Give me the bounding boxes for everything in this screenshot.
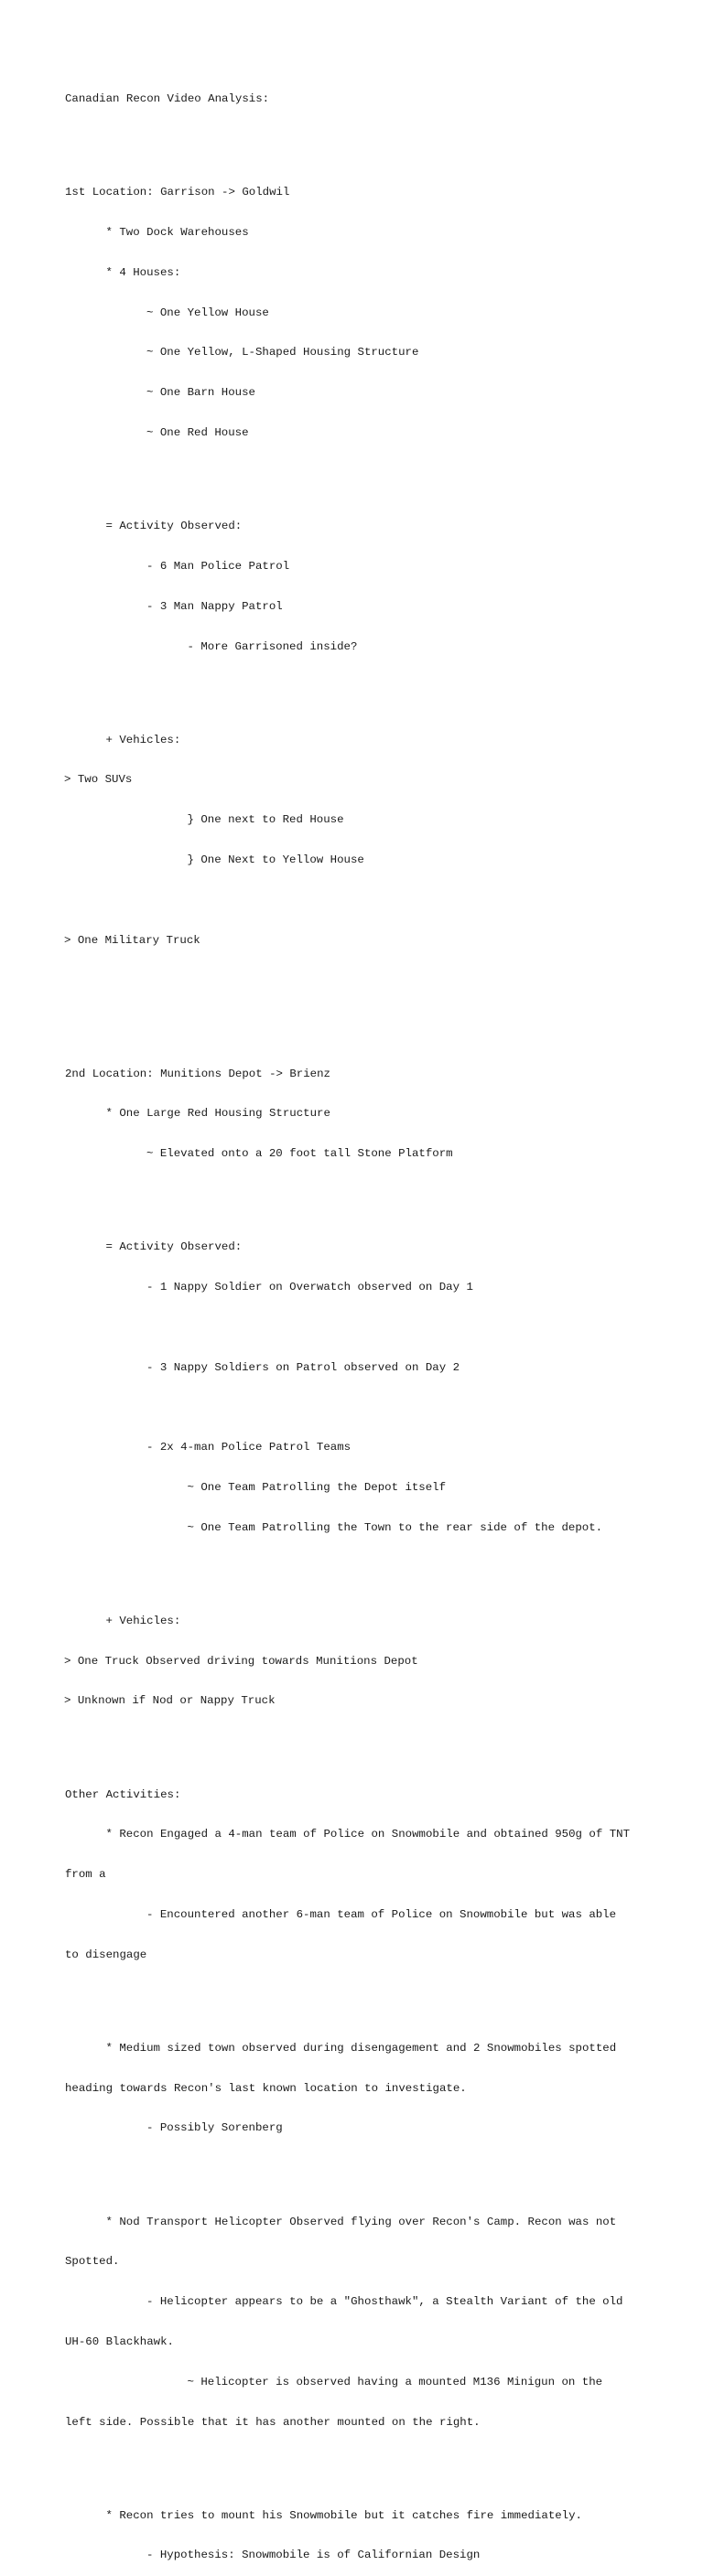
document-page: [65, 66, 651, 2576]
text-line: > Unknown if Nod or Nappy Truck: [64, 1694, 276, 1708]
text-line: - Encountered another 6-man team of Police on Snowmobile but was able: [146, 1907, 617, 1921]
text-line: * Medium sized town observed during disengagement and 2 Snowmobiles spotted: [105, 2041, 617, 2055]
blank-line: [65, 2455, 651, 2469]
text-line: * 4 Houses:: [105, 265, 181, 279]
blank-line: [65, 973, 651, 987]
text-line: > One Truck Observed driving towards Munitions Depot: [64, 1654, 418, 1668]
text-line: * One Large Red Housing Structure: [105, 1107, 330, 1121]
text-line: > One Military Truck: [64, 933, 200, 947]
text-line: - Helicopter appears to be a "Ghosthawk", a Stealth Variant of the old: [146, 2295, 623, 2309]
blank-line: [65, 894, 651, 907]
text-line: * Recon tries to mount his Snowmobile but it catches fire immediately.: [105, 2508, 582, 2522]
text-line: ~ One Team Patrolling the Depot itself: [187, 1480, 447, 1494]
text-line: ~ Helicopter is observed having a mounted M136 Minigun on the: [187, 2375, 603, 2388]
text-line: ~ One Team Patrolling the Town to the rear side of the depot.: [187, 1520, 603, 1534]
blank-line: [65, 467, 651, 480]
activity-heading: = Activity Observed:: [105, 520, 243, 533]
text-line: left side. Possible that it has another mounted on the right.: [65, 2415, 481, 2429]
text-line: - 3 Man Nappy Patrol: [146, 599, 283, 613]
blank-line: [65, 133, 651, 146]
text-line: - 6 Man Police Patrol: [146, 559, 290, 573]
blank-line: [65, 1562, 651, 1575]
blank-line: [65, 1734, 651, 1748]
blank-line: [65, 1989, 651, 2002]
text-line: } One Next to Yellow House: [187, 853, 364, 867]
text-line: ~ One Yellow, L-Shaped Housing Structure: [146, 346, 419, 360]
text-line: UH-60 Blackhawk.: [65, 2334, 174, 2348]
text-line: from a: [65, 1868, 106, 1882]
activity-heading: = Activity Observed:: [105, 1240, 243, 1254]
document-title: Canadian Recon Video Analysis:: [65, 92, 270, 106]
text-line: ~ One Yellow House: [146, 306, 269, 319]
blank-line: [65, 680, 651, 693]
text-line: - More Garrisoned inside?: [187, 639, 358, 653]
text-line: * Two Dock Warehouses: [105, 226, 249, 240]
text-line: } One next to Red House: [187, 813, 344, 827]
blank-line: [65, 1321, 651, 1335]
text-line: ~ Elevated onto a 20 foot tall Stone Platform: [146, 1147, 453, 1161]
text-line: * Nod Transport Helicopter Observed flying over Recon's Camp. Recon was not: [105, 2215, 617, 2228]
text-line: Spotted.: [65, 2255, 120, 2269]
text-line: ~ One Red House: [146, 426, 249, 440]
text-line: heading towards Recon's last known location to investigate.: [65, 2081, 467, 2095]
blank-line: [65, 2162, 651, 2175]
text-line: - 3 Nappy Soldiers on Patrol observed on Day 2: [146, 1360, 460, 1374]
text-line: * Recon Engaged a 4-man team of Police on Snowmobile and obtained 950g of TNT: [105, 1828, 631, 1841]
text-line: - Hypothesis: Snowmobile is of Californian Design: [146, 2549, 481, 2562]
location-2-heading: 2nd Location: Munitions Depot -> Brienz: [65, 1067, 330, 1080]
blank-line: [65, 1187, 651, 1201]
text-line: to disengage: [65, 1948, 147, 1961]
text-line: > Two SUVs: [64, 773, 133, 787]
text-line: - 1 Nappy Soldier on Overwatch observed on Day 1: [146, 1281, 473, 1294]
location-1-heading: 1st Location: Garrison -> Goldwil: [65, 186, 290, 199]
vehicles-heading: + Vehicles:: [105, 1614, 181, 1627]
text-line: - Possibly Sorenberg: [146, 2121, 283, 2135]
blank-line: [65, 1014, 651, 1027]
other-activities-heading: Other Activities:: [65, 1787, 181, 1801]
text-line: - 2x 4-man Police Patrol Teams: [146, 1441, 352, 1454]
blank-line: [65, 1401, 651, 1414]
text-line: ~ One Barn House: [146, 386, 255, 400]
vehicles-heading: + Vehicles:: [105, 733, 181, 746]
